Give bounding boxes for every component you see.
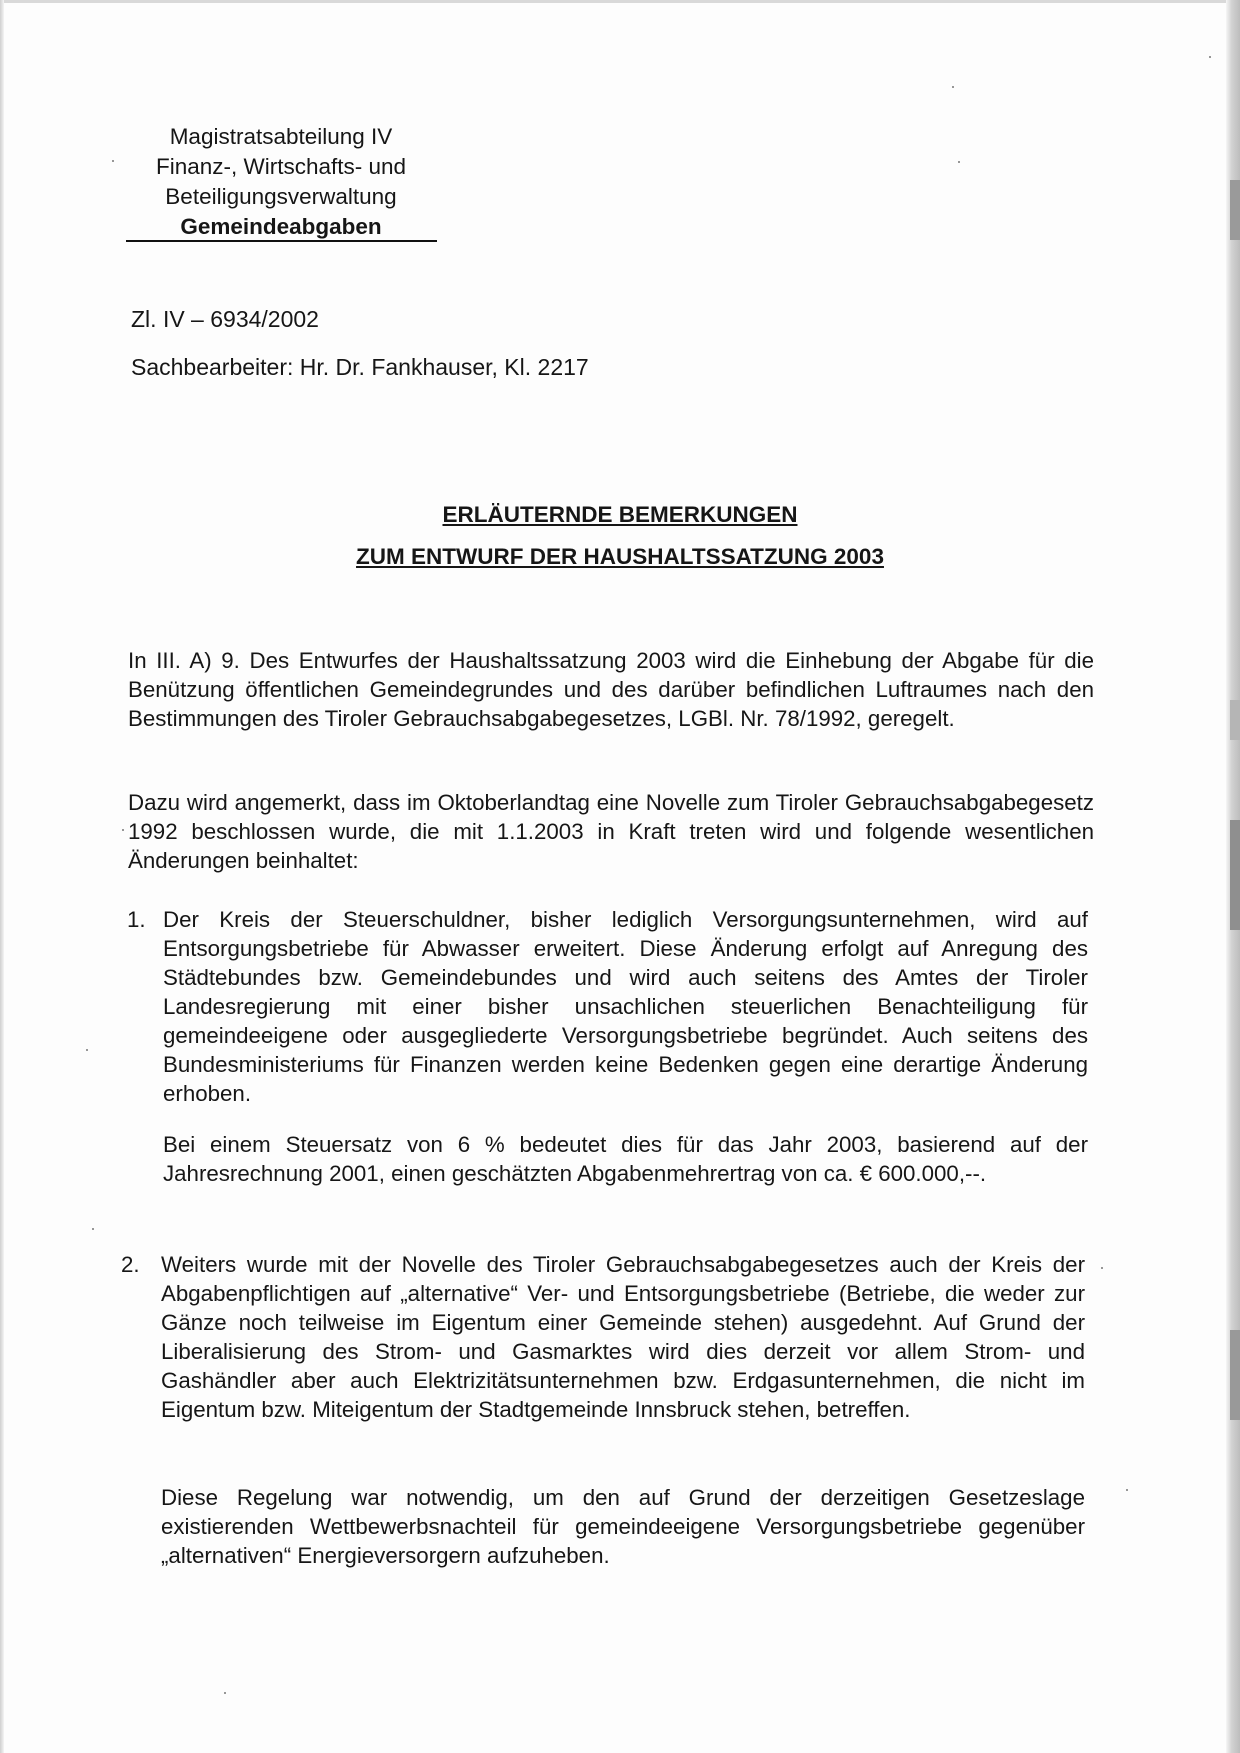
document-title: ERLÄUTERNDE BEMERKUNGEN [442, 502, 798, 527]
scan-edge-top [0, 0, 1240, 3]
department-block [126, 122, 436, 242]
list-item-text: Weiters wurde mit der Novelle des Tiroler Gebrauchsabgabegesetzes auch der Kreis der Abgabenpflichtigen auf „alternative“ Ver- und Entsorgungsbetriebe (Betriebe, die weder zur Gänze noch teilweise im Eigentum einer Gemeinde stehen) ausgedehnt. Auf Grund der Liberalisierung des Strom- und Gasmarktes wird dies derzeit vor allem Strom- und Gashändler aber auch Elektrizitätsunternehmen bzw. Erdgasunternehmen, die nicht im Eigentum bzw. Miteigentum der Stadtgemeinde Innsbruck stehen, betreffen. [161, 1252, 1085, 1422]
file-number: Zl. IV – 6934/2002 [131, 306, 319, 332]
list-item-number: 2. [121, 1252, 140, 1277]
scan-edge-right [1226, 0, 1240, 1753]
list-item-followup: Bei einem Steuersatz von 6 % bedeutet dies für das Jahr 2003, basierend auf der Jahresrechnung 2001, einen geschätzten Abgabenmehrertrag von ca. € 600.000,--. [163, 1132, 1088, 1186]
list-item-followup: Diese Regelung war notwendig, um den auf Grund der derzeitigen Gesetzeslage existierenden Wettbewerbsnachteil für gemeindeeigene Versorgungsbetriebe gegenüber „alternativen“ Energieversorgern aufzuheben. [161, 1485, 1085, 1568]
department-underline [126, 240, 437, 242]
department-line-2: Finanz-, Wirtschafts- und [155, 154, 407, 179]
intro-paragraph: In III. A) 9. Des Entwurfes der Haushaltssatzung 2003 wird die Einhebung der Abgabe für die Benützung öffentlichen Gemeindegrundes und des darüber befindlichen Luftraumes nach den Bestimmungen des Tiroler Gebrauchsabgabegesetzes, LGBl. Nr. 78/1992, geregelt. [128, 648, 1094, 731]
department-line-3: Beteiligungsverwaltung [165, 184, 397, 209]
clerk-line: Sachbearbeiter: Hr. Dr. Fankhauser, Kl. 2217 [131, 354, 589, 380]
department-line-1: Magistratsabteilung IV [169, 124, 393, 149]
document-subtitle: ZUM ENTWURF DER HAUSHALTSSATZUNG 2003 [356, 544, 884, 569]
note-paragraph: Dazu wird angemerkt, dass im Oktoberlandtag eine Novelle zum Tiroler Gebrauchsabgabegesetz 1992 beschlossen wurde, die mit 1.1.2003 in Kraft treten wird und folgende wesentlichen Änderungen beinhaltet: [128, 790, 1094, 873]
list-item-number: 1. [127, 907, 146, 932]
scan-edge-left [0, 0, 4, 1753]
list-item-text: Der Kreis der Steuerschuldner, bisher lediglich Versorgungsunternehmen, wird auf Entsorgungsbetriebe für Abwasser erweitert. Diese Änderung erfolgt auf Anregung des Städtebundes bzw. Gemeindebundes und wird auch seitens des Amtes der Tiroler Landesregierung mit einer bisher unsachlichen steuerlichen Benachteiligung für gemeindeeigene oder ausgegliederte Versorgungsbetriebe begründet. Auch seitens des Bundesministeriums für Finanzen werden keine Bedenken gegen eine derartige Änderung erhoben. [163, 907, 1088, 1106]
department-section: Gemeindeabgaben [180, 214, 382, 239]
